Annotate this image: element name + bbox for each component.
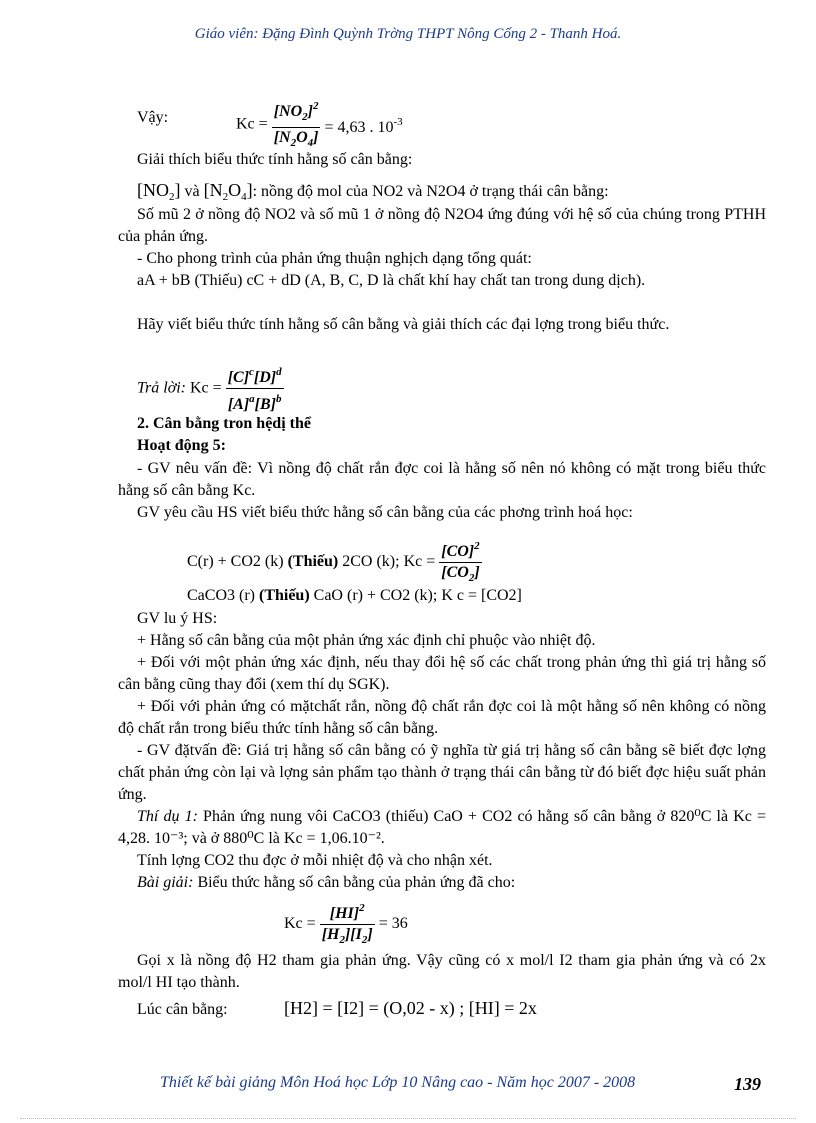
eq-c-co2 [187,536,482,588]
conc-text: : nồng độ mol của NO2 và N2O4 ở trạng thái cân bằng: [252,183,609,200]
vay-label: Vậy: [137,109,169,126]
example-label: Thí dụ 1: [137,808,198,825]
para-gv1: - GV nêu vấn đề: Vì nồng độ chất rắn đợc coi là hằng số nên nó không có mặt trong biểu thức hằng số cân bằng Kc. [118,460,766,499]
para-general: - Cho phong trình của phản ứng thuận nghịch dạng tổng quát: [137,250,532,267]
footer-divider [20,1118,796,1119]
equilibrium-line [137,1000,228,1020]
note-title: GV lu ý HS: [137,610,218,627]
eq-c-right: 2CO (k); Kc = [342,553,436,570]
calc-line: Tính lợng CO2 thu đợc ở mỗi nhiệt độ và cho nhận xét. [137,852,493,869]
eq-caco3-right: CaO (r) + CO2 (k); K c = [CO2] [313,587,522,604]
eq-caco3 [187,586,522,606]
kc-label: Kc = [236,115,268,133]
page-footer: Thiết kế bài giảng Môn Hoá học Lớp 10 Nâng cao - Năm học 2007 - 2008 [160,1074,636,1091]
hi-formula: Kc = $\frac{[HI]^2}{[H_2][I_2]}$ = 36 [284,898,408,950]
page-number: 139 [734,1074,761,1094]
kc-no2-formula [236,96,403,153]
conc-line: $[NO_2]$ và $[N_2O_4]$: nồng độ mol của NO2 và N2O4 ở trạng thái cân bằng: [137,180,609,203]
eq-caco3-left: CaCO3 (r) [187,587,255,604]
missing-arrow: (Thiếu) [287,553,339,570]
explain-title: Giải thích biểu thức tính hằng số cân bằng: [137,151,413,168]
page-header: Giáo viên: Đặng Đình Quỳnh Trờng THPT Nông Cống 2 - Thanh Hoá. [194,26,622,42]
activity-5-heading: Hoạt động 5: [137,437,226,454]
para-exponent: Số mũ 2 ở nồng độ NO2 và số mũ 1 ở nồng độ N2O4 ứng đúng với hệ số của chúng trong PTHH của phản ứng. [118,206,766,245]
answer-formula: Trả lời: Kc = $\frac{[C]^c[D]^d}{[A]^a[B]^b}$ [137,362,284,415]
missing-arrow-2: (Thiếu) [258,587,310,604]
eq1-value: = 4,63 . 10 [324,118,394,136]
eq-c-left: C(r) + CO2 (k) [187,553,284,570]
equilibrium-values: [H2] = [I2] = (O,02 - x) ; [HI] = 2x [284,998,537,1018]
co-fraction: $\frac{[CO]^2}{[CO_2]}$ [439,536,481,588]
example-1 [118,806,766,850]
para-reaction: aA + bB (Thiếu) cC + dD (A, B, C, D là chất khí hay chất tan trong dung dịch). [137,272,646,289]
solution-line [118,872,766,894]
solution-label: Bài giải: [137,874,194,891]
note-2: + Đối với một phản ứng xác định, nếu thay đổi hệ số các chất trong phản ứng thì giá trị hằng số cân bằng cũng thay đổi (xem thí dụ SGK). [118,654,766,693]
example-text: Phản ứng nung vôi CaCO3 (thiếu) CaO + CO2 có hằng số cân bằng ở 820⁰C là Kc = 4,28. 10⁻³; và ở 880⁰C là Kc = 1,06.10⁻². [118,808,767,847]
eq1-exponent: -3 [393,115,403,128]
hi-value: = 36 [378,915,408,932]
section-2-heading: 2. Cân bằng tron hệdị thể [137,415,311,432]
no2-fraction: $\frac{[NO_2]^2}{[N_2O_4]}$ [272,96,321,153]
answer-label: Trả lời: [137,379,186,397]
para-gv2: GV yêu cầu HS viết biểu thức hằng số cân bằng của các phơng trình hoá học: [137,504,633,521]
equilibrium-label: Lúc cân bằng: [137,1001,228,1018]
vay-equation [137,108,168,128]
para-write: Hãy viết biểu thức tính hằng số cân bằng và giải thích các đại lợng trong biểu thức. [137,316,670,333]
note-3: + Đối với phản ứng có mặtchất rắn, nồng độ chất rắn đợc coi là một hằng số nên không có nồng độ chất rắn trong biểu thức tính hằng số cân bằng. [118,698,766,737]
answer-fraction: $\frac{[C]^c[D]^d}{[A]^a[B]^b}$ [227,366,282,413]
note-1: + Hằng số cân bằng của một phản ứng xác định chỉ phuộc vào nhiệt độ. [137,632,596,649]
para-x: Gọi x là nồng độ H2 tham gia phản ứng. Vậy cũng có x mol/l I2 tham gia phản ứng và có 2x mol/l HI tạo thành. [118,952,766,991]
solution-text: Biểu thức hằng số cân bằng của phản ứng đã cho: [197,874,516,891]
hi-fraction: $\frac{[HI]^2}{[H_2][I_2]}$ [320,898,375,950]
note-4: - GV đặtvấn đề: Giá trị hằng số cân bằng có ỹ nghĩa từ giá trị hằng số cân bằng sẽ biết đợc lợng chất phản ứng còn lại và lợng sản phẩm tạo thành ở trạng thái cân bằng từ đó biết đợc hiệu suất phản ứng. [118,742,766,803]
